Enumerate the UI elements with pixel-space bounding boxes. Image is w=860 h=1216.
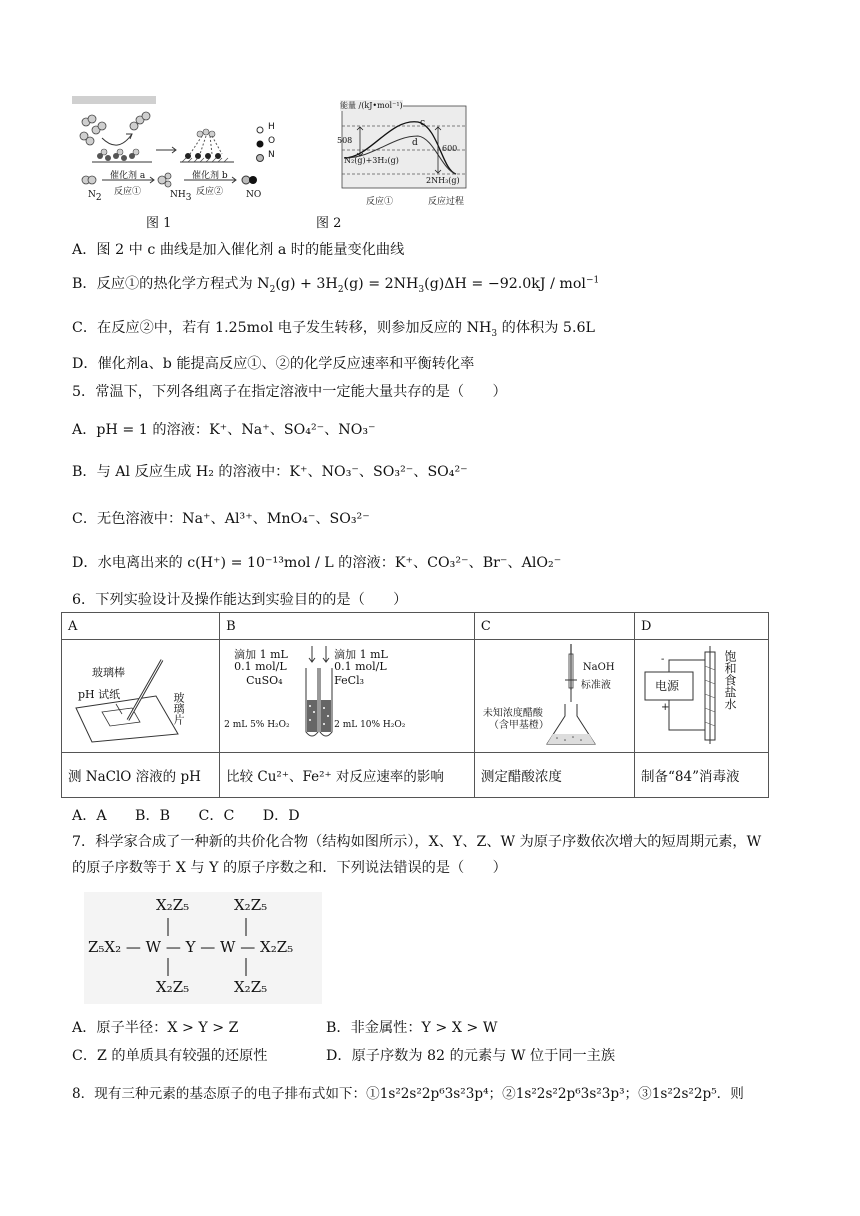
label-no: NO [246,190,262,200]
q7-option-c: C．Z 的单质具有较强的还原性 [72,1048,268,1064]
col-header-b: B [220,613,475,640]
q5-option-c: C．无色溶液中：Na⁺、Al³⁺、MnO₄⁻、SO₃²⁻ [72,511,370,527]
q7-option-d: D．原子序数为 82 的元素与 W 位于同一主族 [326,1048,616,1064]
power-plus: + [661,702,670,713]
structure-top-right: X₂Z₅ [234,896,268,914]
structure-middle: Z₅X₂ — W — Y — W — X₂Z₅ [88,938,294,956]
q5-stem: 5．常温下，下列各组离子在指定溶液中一定能大量共存的是（ ） [72,384,507,400]
c-flask-line1: 未知浓度醋酸 [482,708,543,719]
q4-option-a: A．图 2 中 c 曲线是加入催化剂 a 时的能量变化曲线 [72,242,405,258]
label-cat-a: 催化剂 a [110,171,146,181]
cell-a-image [62,640,220,753]
col-header-d: D [635,613,769,640]
reactants-label: N₂(g)+3H₂(g) [344,156,399,165]
q8-stem: 8．现有三种元素的基态原子的电子排布式如下：①1s²2s²2p⁶3s²3p⁴；②1s²2s²2p⁶3s²3p³；③1s²2s²2p⁵．则 [72,1086,744,1102]
x-label-reaction1: 反应① [366,197,394,207]
energy-diagram [330,100,480,208]
q5-option-a: A．pH = 1 的溶液：K⁺、Na⁺、SO₄²⁻、NO₃⁻ [72,422,376,438]
q7-stem-line2: 的原子序数等于 X 与 Y 的原子序数之和．下列说法错误的是（ ） [72,860,507,876]
desc-c: 测定醋酸浓度 [474,753,634,798]
b-right-line1: 滴加 1 mL [334,648,388,661]
power-label: 电源 [655,679,680,693]
legend-n: N [268,150,275,160]
structure-bottom-right: X₂Z₅ [234,978,268,996]
energy-600: 600 [442,144,458,153]
desc-b: 比较 Cu²⁺、Fe²⁺ 对反应速率的影响 [220,753,475,798]
c-flask-line2: （含甲基橙） [488,720,549,731]
products-label: 2NH₃(g) [426,176,460,185]
label-react2: 反应② [196,187,224,197]
structure-top-left: X₂Z₅ [156,896,190,914]
cell-b-image [220,640,475,753]
curve-c-label: c [420,118,426,128]
q4-option-b: B．反应①的热化学方程式为 $N_2(g) + 3H_2(g) = 2NH_3(g)\Delta H = -92.0kJ / mol^{-1}$ [72,275,600,295]
structure-bottom-left: X₂Z₅ [156,978,190,996]
q6-options: A．A B．B C．C D．D [72,808,300,824]
q7-option-b: B．非金属性：Y > X > W [326,1020,498,1036]
figure-1-caption: 图 1 [146,216,172,231]
desc-d: 制备“84”消毒液 [635,753,769,798]
label-n2: $N_2$ [88,190,102,203]
b-left-line2: 0.1 mol/L [234,660,287,673]
col-header-a: A [62,613,220,640]
col-header-c: C [474,613,634,640]
brine-label: 饱和食盐水 [723,650,738,710]
figure-1-blur-strip [72,96,156,104]
desc-a: 测 NaClO 溶液的 pH [62,753,220,798]
b-left-line3: CuSO₄ [246,674,283,687]
q7-option-a: A．原子半径：X > Y > Z [72,1020,239,1036]
b-tube2-label: 2 mL 10% H₂O₂ [334,720,406,730]
q5-option-d: D．水电离出来的 c(H⁺) = 10⁻¹³mol / L 的溶液：K⁺、CO₃²⁻、Br⁻、AlO₂⁻ [72,555,562,571]
q7-stem-line1: 7．科学家合成了一种新的共价化合物（结构如图所示），X、Y、Z、W 为原子序数依次增大的短周期元素，W [72,834,762,850]
cell-d-image [635,640,769,753]
b-tube1-label: 2 mL 5% H₂O₂ [224,720,290,730]
experiment-table [61,612,769,798]
label-nh3: $NH_3$ [170,190,192,203]
q4-option-d: D．催化剂a、b 能提高反应①、②的化学反应速率和平衡转化率 [72,356,475,372]
q4-option-c: C．在反应②中，若有 1.25mol 电子发生转移，则参加反应的 $NH_3$ 的体积为 5.6L [72,320,595,339]
label-react1: 反应① [114,187,142,197]
legend-h: H [268,122,275,132]
label-cat-b: 催化剂 b [192,171,228,181]
q5-option-b: B．与 Al 反应生成 H₂ 的溶液中：K⁺、NO₃⁻、SO₃²⁻、SO₄²⁻ [72,464,468,480]
rod-label: 玻璃棒 [92,666,125,679]
figure-1 [72,96,292,206]
ph-paper-label: pH 试纸 [78,688,121,701]
x-label-process: 反应过程 [428,197,465,207]
structure-formula [84,892,322,1004]
power-minus: - [661,654,665,665]
energy-508: 508 [337,136,353,145]
cell-c-image [474,640,634,753]
legend-o: O [268,136,276,146]
energy-axis-label: 能量 /(kJ•mol⁻¹) [340,101,403,110]
figure-2-caption: 图 2 [316,216,342,231]
b-right-line3: FeCl₃ [334,674,364,687]
b-left-line1: 滴加 1 mL [234,648,288,661]
c-naoh-line1: NaOH [582,662,615,673]
figure-2 [330,100,480,208]
c-naoh-line2: 标准液 [580,680,611,691]
curve-d-label: d [412,138,418,148]
b-right-line2: 0.1 mol/L [334,660,387,673]
glass-label: 玻璃片 [172,692,185,725]
q6-stem: 6．下列实验设计及操作能达到实验目的的是（ ） [72,592,408,608]
